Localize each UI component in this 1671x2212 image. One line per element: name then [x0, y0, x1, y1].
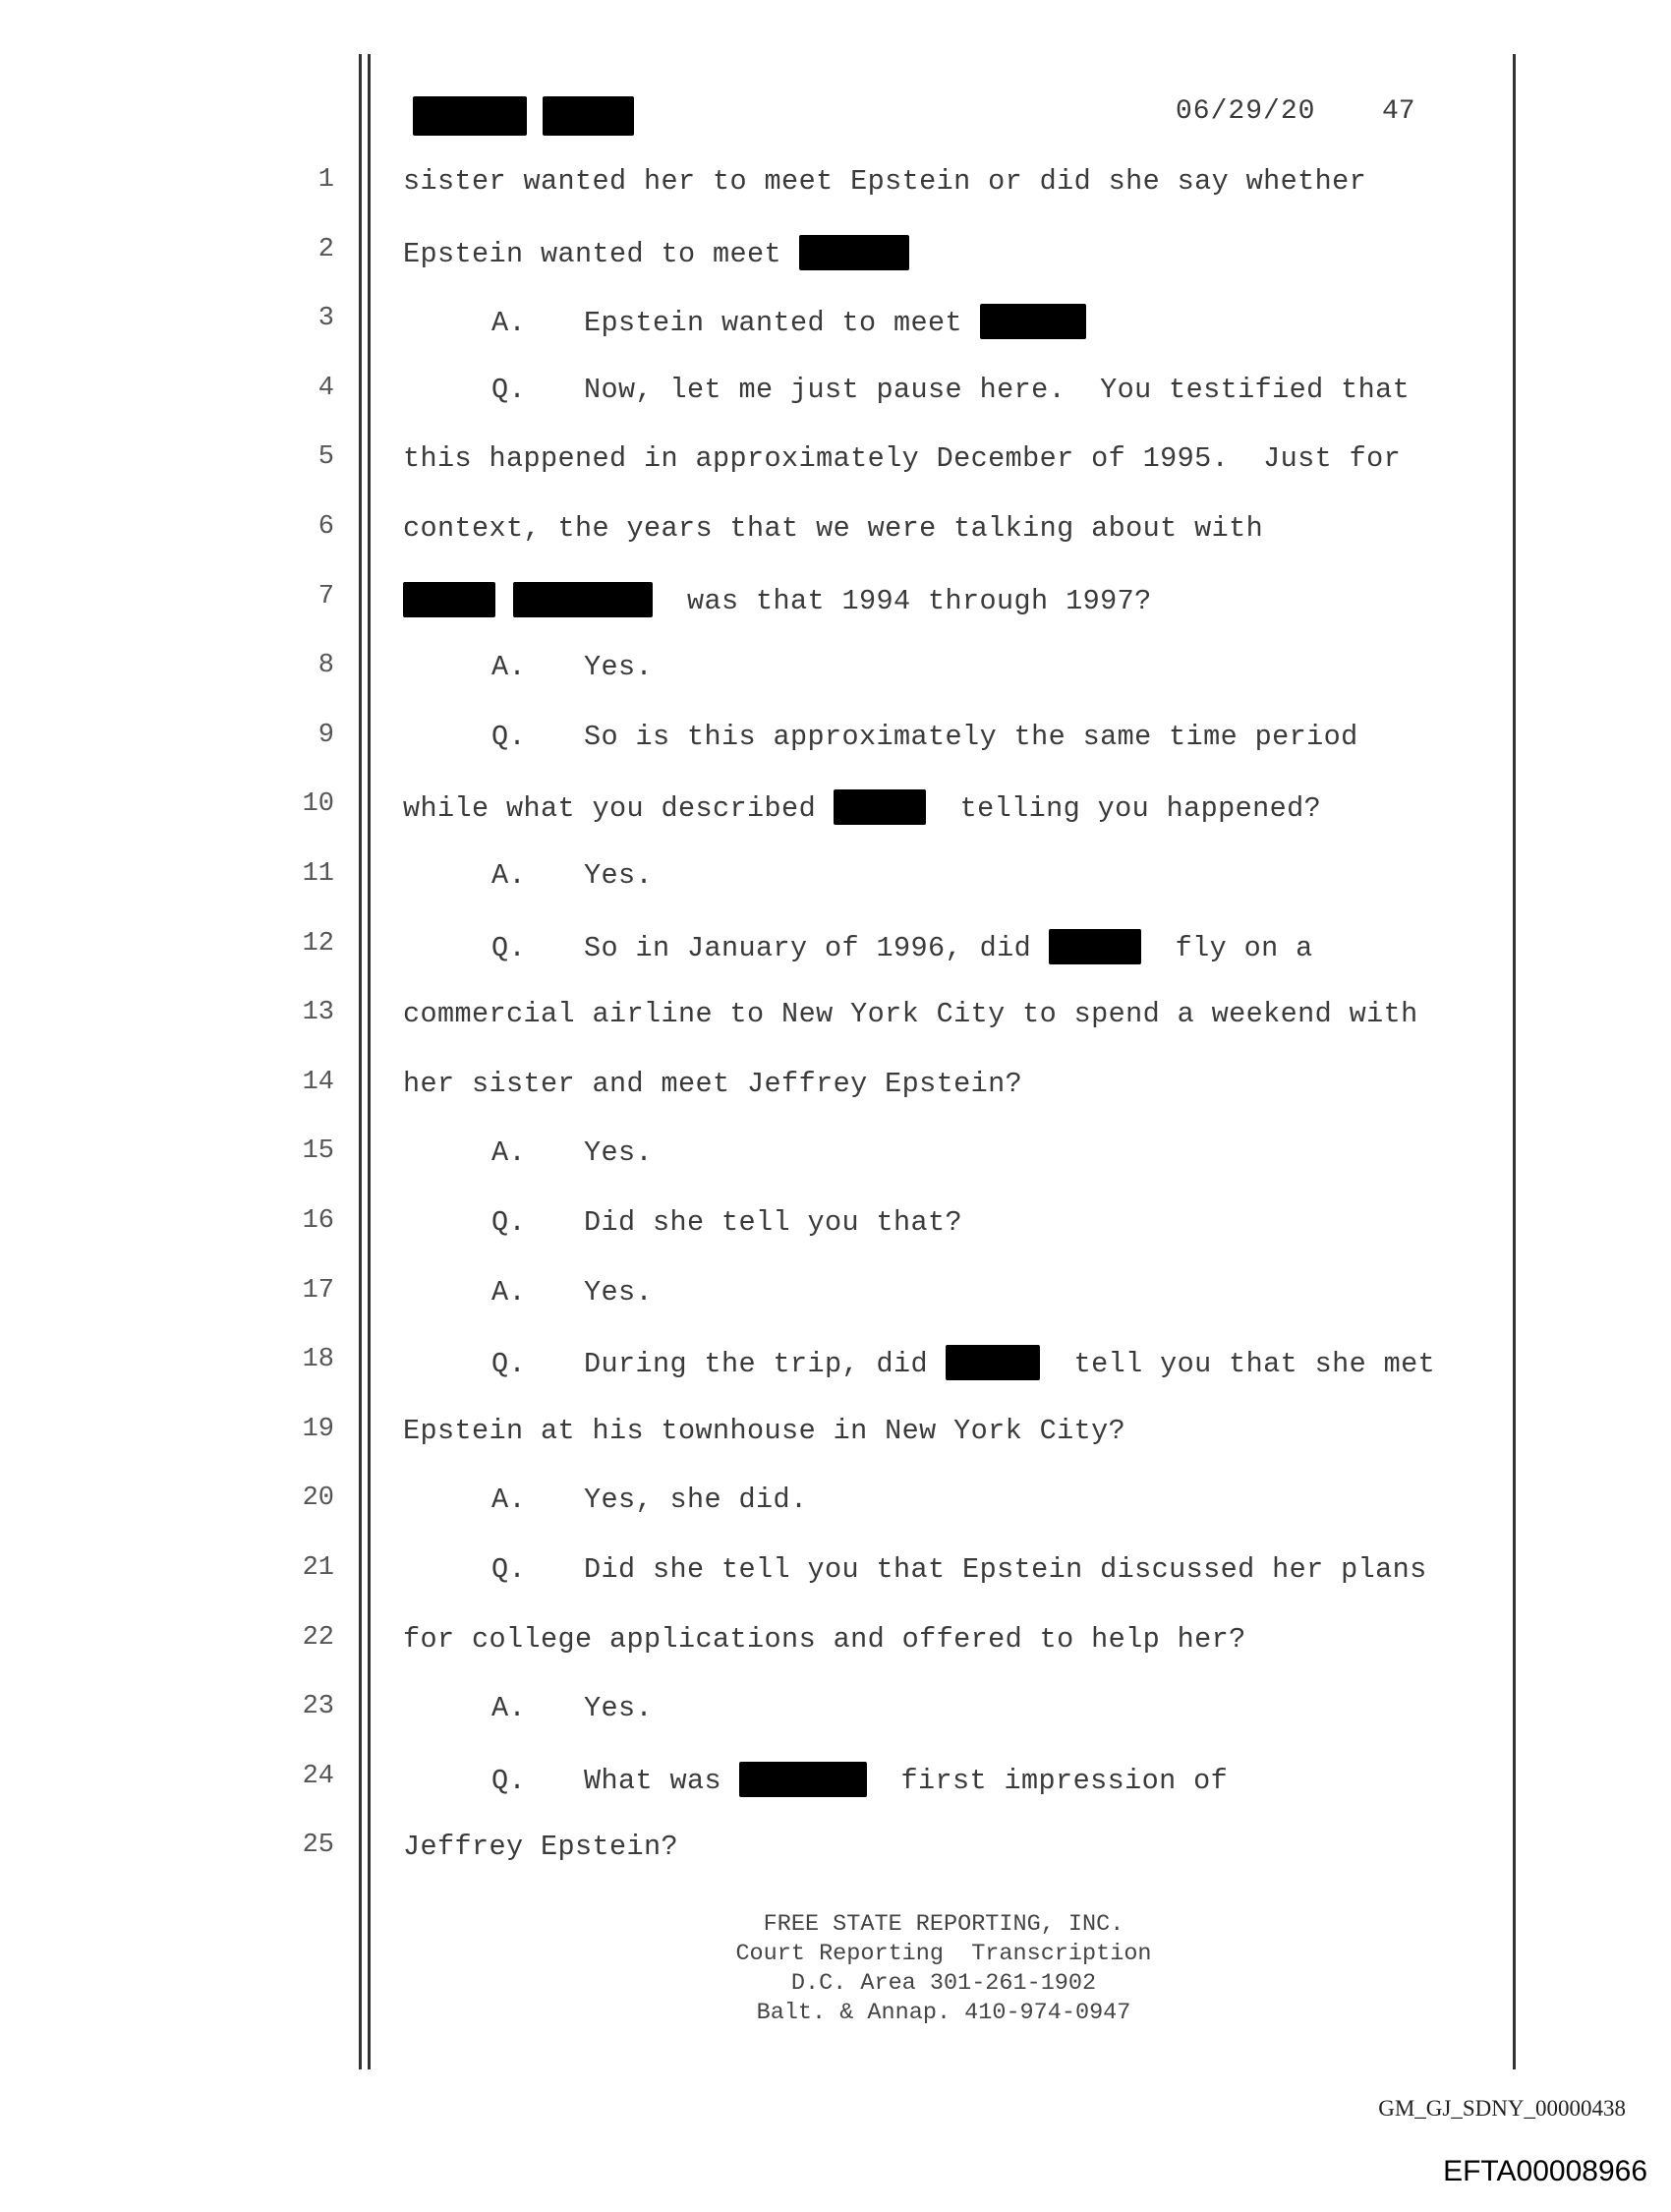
transcript-line — [0, 235, 1671, 274]
redaction-bar — [946, 1345, 1040, 1380]
transcript-line — [0, 859, 1671, 899]
transcript-line — [0, 512, 1671, 552]
line-text-segment: her sister and meet Jeffrey Epstein? — [403, 1068, 1023, 1100]
redaction-bar — [1049, 929, 1141, 964]
line-text — [403, 512, 1263, 545]
line-number: 23 — [302, 1692, 334, 1721]
line-text — [491, 304, 1086, 339]
transcript-line — [0, 1553, 1671, 1593]
transcript-line — [0, 1623, 1671, 1662]
line-number: 19 — [302, 1415, 334, 1444]
answer-label: A. — [491, 859, 527, 892]
transcript-line — [0, 1415, 1671, 1454]
line-number: 18 — [302, 1345, 334, 1374]
answer-label: A. — [491, 1136, 527, 1169]
line-text-segment: Yes. — [584, 1692, 654, 1724]
line-text-segment: Did she tell you that Epstein discussed her plans — [584, 1553, 1427, 1586]
redacted-header-name-2 — [543, 96, 634, 136]
line-text-segment: was that 1994 through 1997? — [653, 585, 1152, 617]
transcript-line — [0, 1831, 1671, 1870]
redaction-bar — [739, 1762, 867, 1797]
transcript-line — [0, 582, 1671, 621]
footer-company: FREE STATE REPORTING, INC. — [763, 1911, 1124, 1938]
transcript-line — [0, 1068, 1671, 1107]
line-text — [491, 1762, 1228, 1797]
line-text-segment: Epstein wanted to meet — [403, 238, 799, 270]
line-text-segment: Jeffrey Epstein? — [403, 1831, 679, 1863]
redaction-bar — [834, 789, 926, 825]
transcript-line — [0, 651, 1671, 690]
line-text — [491, 1553, 1427, 1586]
line-text — [403, 789, 1321, 825]
line-number: 15 — [302, 1136, 334, 1166]
transcript-line — [0, 304, 1671, 343]
line-number: 4 — [317, 374, 334, 403]
transcript-line — [0, 1345, 1671, 1384]
line-text — [491, 374, 1410, 406]
redaction-bar — [799, 235, 909, 270]
line-number: 13 — [302, 998, 334, 1027]
footer-services: Court Reporting Transcription — [735, 1941, 1152, 1967]
redaction-bar — [513, 582, 653, 617]
line-number: 21 — [302, 1553, 334, 1583]
transcript-line — [0, 1692, 1671, 1731]
question-label: Q. — [491, 932, 527, 964]
line-text — [491, 1692, 653, 1724]
line-text-segment: Did she tell you that? — [584, 1206, 963, 1239]
question-label: Q. — [491, 374, 527, 406]
line-number: 2 — [317, 235, 334, 264]
line-text — [491, 1276, 653, 1309]
transcript-line — [0, 165, 1671, 204]
line-text-segment: while what you described — [403, 792, 834, 825]
reporter-footer — [688, 1910, 1199, 2028]
line-text-segment: tell you that she met — [1039, 1348, 1436, 1380]
line-number: 22 — [302, 1623, 334, 1653]
line-number: 14 — [302, 1068, 334, 1097]
transcript-line — [0, 1484, 1671, 1523]
line-text-segment: sister wanted her to meet Epstein or did she say whether — [403, 165, 1367, 198]
line-text-segment: So is this approximately the same time period — [584, 721, 1358, 753]
line-text-segment: Yes. — [584, 859, 654, 892]
line-text-segment: What was — [584, 1765, 739, 1797]
line-text-segment: telling you happened? — [925, 792, 1322, 825]
line-text — [403, 165, 1366, 198]
line-number: 20 — [302, 1484, 334, 1513]
line-text-segment: Yes, she did. — [584, 1484, 808, 1516]
line-text-segment: Now, let me just pause here. You testified that — [584, 374, 1411, 406]
bates-number: GM_GJ_SDNY_00000438 — [1378, 2096, 1626, 2121]
transcript-line — [0, 1136, 1671, 1176]
answer-label: A. — [491, 307, 527, 339]
transcript-line — [0, 721, 1671, 760]
line-number: 11 — [302, 859, 334, 889]
line-text — [403, 442, 1401, 475]
redaction-bar — [403, 582, 495, 617]
line-number: 6 — [317, 512, 334, 542]
line-text-segment: for college applications and offered to help her? — [403, 1623, 1246, 1656]
line-number: 16 — [302, 1206, 334, 1236]
transcript-line — [0, 998, 1671, 1037]
header-date: 06/29/20 — [1176, 96, 1316, 127]
line-text-segment: context, the years that we were talking about with — [403, 512, 1264, 545]
line-text — [403, 1623, 1246, 1656]
line-text — [491, 1484, 808, 1516]
line-text — [491, 721, 1358, 753]
line-number: 9 — [317, 721, 334, 750]
answer-label: A. — [491, 1692, 527, 1724]
transcript-line — [0, 1206, 1671, 1246]
line-text-segment: So in January of 1996, did — [584, 932, 1049, 964]
line-number: 1 — [317, 165, 334, 195]
line-number: 3 — [317, 304, 334, 333]
answer-label: A. — [491, 651, 527, 683]
question-label: Q. — [491, 1348, 527, 1380]
line-text — [403, 998, 1418, 1030]
line-number: 25 — [302, 1831, 334, 1860]
line-text — [491, 859, 653, 892]
footer-dc-phone: D.C. Area 301-261-1902 — [790, 1970, 1097, 1997]
line-number: 17 — [302, 1276, 334, 1306]
line-text — [491, 929, 1313, 964]
redaction-bar — [980, 304, 1086, 339]
transcript-line — [0, 442, 1671, 482]
page-number: 47 — [1382, 96, 1415, 127]
question-label: Q. — [491, 1553, 527, 1586]
line-text-segment: Yes. — [584, 1136, 654, 1169]
answer-label: A. — [491, 1484, 527, 1516]
redacted-header-name-1 — [413, 96, 527, 136]
line-number: 10 — [302, 789, 334, 819]
line-number: 24 — [302, 1762, 334, 1791]
line-text-segment: During the trip, did — [584, 1348, 946, 1380]
question-label: Q. — [491, 1765, 527, 1797]
transcript-line — [0, 1276, 1671, 1315]
line-number: 5 — [317, 442, 334, 472]
line-text-segment: Epstein wanted to meet — [584, 307, 980, 339]
line-text-segment: this happened in approximately December of 1995. Just for — [403, 442, 1402, 475]
line-number: 12 — [302, 929, 334, 959]
transcript-line — [0, 374, 1671, 413]
transcript-line — [0, 1762, 1671, 1801]
line-number: 7 — [317, 582, 334, 611]
line-text — [491, 1206, 962, 1239]
efta-number: EFTA00008966 — [1443, 2155, 1647, 2187]
line-text — [491, 1345, 1435, 1380]
line-text-segment: fly on a — [1140, 932, 1313, 964]
line-number: 8 — [317, 651, 334, 680]
line-text — [403, 582, 1152, 617]
line-text — [403, 235, 909, 270]
line-text — [491, 651, 653, 683]
line-text-segment: Yes. — [584, 651, 654, 683]
line-text — [491, 1136, 653, 1169]
question-label: Q. — [491, 1206, 527, 1239]
line-text-segment: Epstein at his townhouse in New York City? — [403, 1415, 1126, 1447]
transcript-line — [0, 789, 1671, 829]
line-text — [403, 1068, 1022, 1100]
line-text-segment: commercial airline to New York City to spend a weekend with — [403, 998, 1418, 1030]
question-label: Q. — [491, 721, 527, 753]
line-text-segment: first impression of — [866, 1765, 1229, 1797]
line-text — [403, 1831, 678, 1863]
line-text — [403, 1415, 1125, 1447]
footer-balt-phone: Balt. & Annap. 410-974-0947 — [756, 2000, 1131, 2026]
transcript-line — [0, 929, 1671, 968]
line-text-segment: Yes. — [584, 1276, 654, 1309]
answer-label: A. — [491, 1276, 527, 1309]
